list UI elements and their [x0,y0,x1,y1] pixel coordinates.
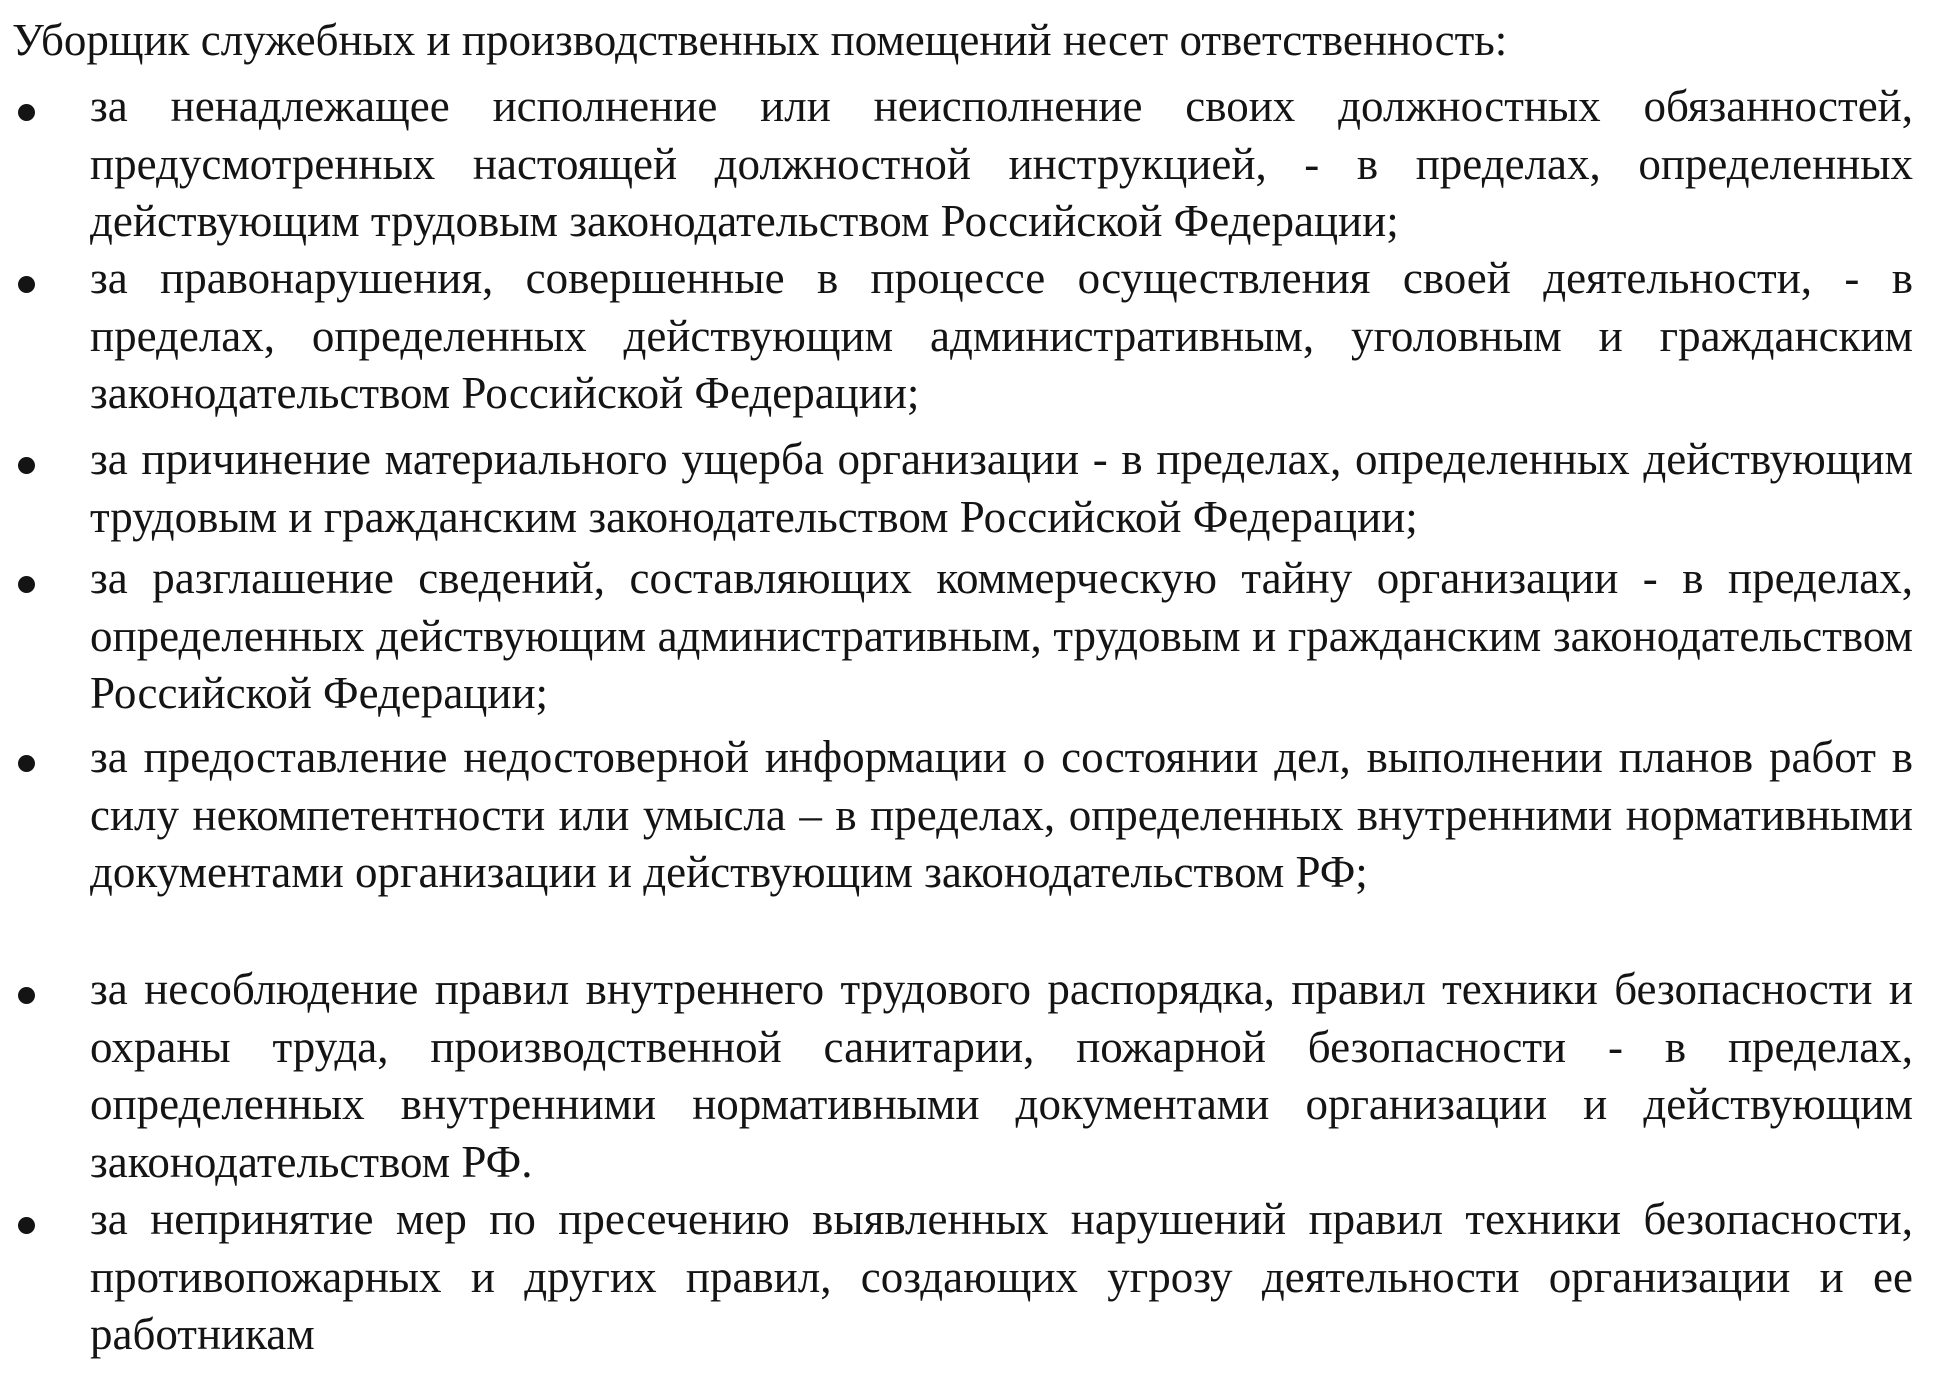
bullet-icon [18,457,35,474]
list-item-text: за ненадлежащее исполнение или неисполнение своих должностных обязанностей, предусмотренных настоящей должностной инструкцией, - в пределах, определенных действующим трудовым законодательством Российской Федерации; [90,81,1913,246]
list-item-text: за непринятие мер по пресечению выявленных нарушений правил техники безопасности, противопожарных и других правил, создающих угрозу деятельности организации и ее работникам [90,1194,1913,1359]
list-item-text: за предоставление недостоверной информации о состоянии дел, выполнении планов работ в силу некомпетентности или умысла – в пределах, определенных внутренними нормативными документами организации и действующим законодательством РФ; [90,732,1913,897]
list-item-text: за несоблюдение правил внутреннего трудового распорядка, правил техники безопасности и охраны труда, производственной санитарии, пожарной безопасности - в пределах, определенных внутренними нормативными документами организации и действующим законодательством РФ. [90,964,1913,1187]
bullet-icon [18,576,35,593]
list-item-text: за причинение материального ущерба организации - в пределах, определенных действующим трудовым и гражданским законодательством Российской Федерации; [90,434,1913,542]
bullet-icon [18,1217,35,1234]
intro-text: Уборщик служебных и производственных помещений несет ответственность: [12,15,1508,65]
bullet-icon [18,755,35,772]
bullet-icon [18,276,35,293]
bullet-icon [18,987,35,1004]
bullet-icon [18,104,35,121]
list-item-text: за правонарушения, совершенные в процессе осуществления своей деятельности, - в пределах, определенных действующим административным, уголовным и гражданским законодательством Российской Федерации; [90,253,1913,418]
list-item-text: за разглашение сведений, составляющих коммерческую тайну организации - в пределах, определенных действующим административным, трудовым и гражданским законодательством Российской Федерации; [90,553,1913,718]
